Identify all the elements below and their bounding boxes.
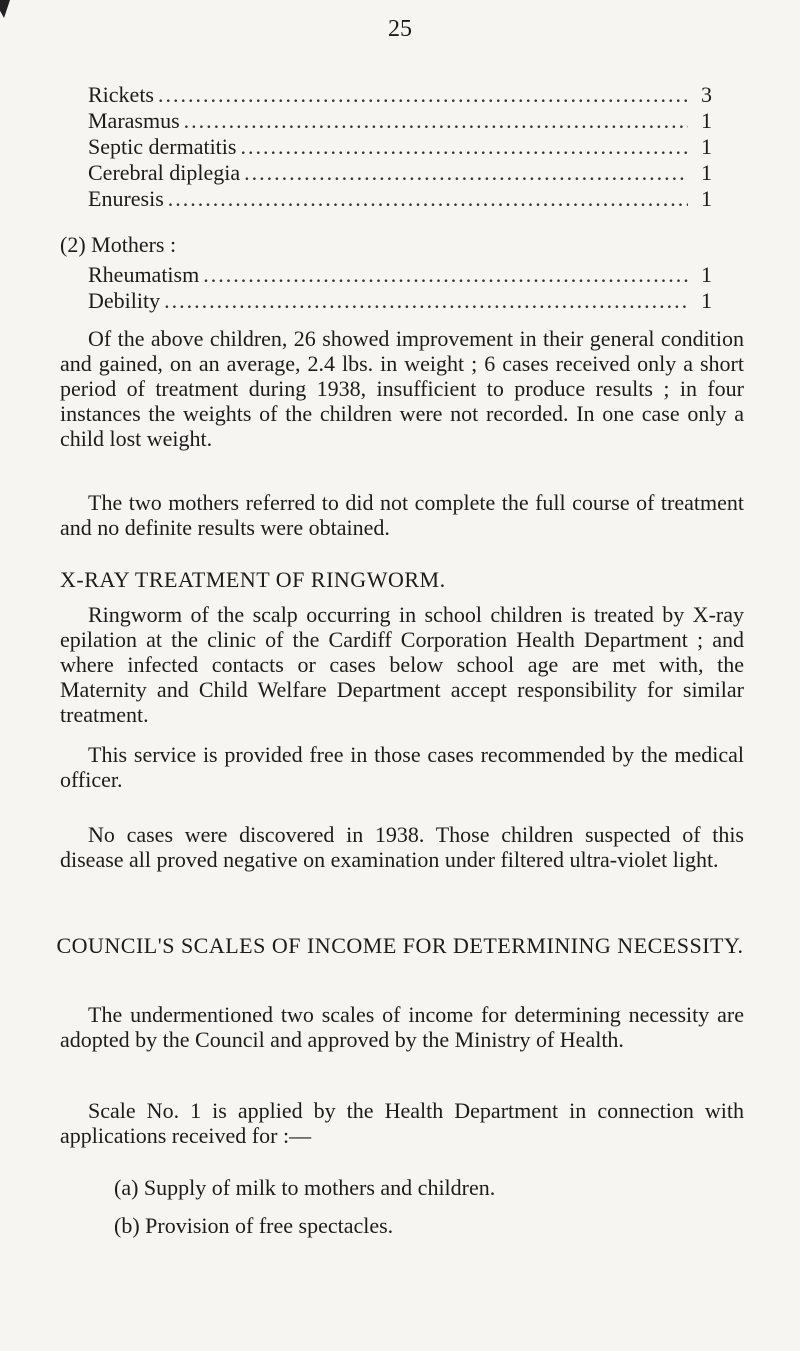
list-item: Rickets ..... 3 xyxy=(88,82,712,108)
paragraph-scales: The undermentioned two scales of income for determining necessity are adopted by the Council and approved by the Ministry of Health. xyxy=(60,1002,744,1052)
paragraph-ringworm: Ringworm of the scalp occurring in school children is treated by X-ray epilation at the clinic of the Cardiff Corporation Health Department ; and where infected contacts or cases below school age are met with, the Maternity and Child Welfare Department accept responsibility for similar treatment. xyxy=(60,602,744,727)
mothers-heading: (2) Mothers : xyxy=(60,232,177,257)
page-number: 25 xyxy=(388,16,412,42)
paragraph-mothers-results: The two mothers referred to did not complete the full course of treatment and no definite results were obtained. xyxy=(60,490,744,540)
list-item-milk-supply: (a) Supply of milk to mothers and children. xyxy=(114,1175,496,1200)
list-item: Enuresis ..... 1 xyxy=(88,186,712,212)
mothers-conditions-list xyxy=(88,262,712,314)
paragraph-scale-one: Scale No. 1 is applied by the Health Department in connection with applications received for :— xyxy=(60,1098,744,1148)
list-item: Debility ..... 1 xyxy=(88,288,712,314)
list-item: Marasmus ..... 1 xyxy=(88,108,712,134)
paragraph-free-service: This service is provided free in those cases recommended by the medical officer. xyxy=(60,742,744,792)
paragraph-children-results: Of the above children, 26 showed improvement in their general condition and gained, on an average, 2.4 lbs. in weight ; 6 cases received only a short period of treatment during 1938, insufficient to produce results ; in four instances the weights of the children were not recorded. In one case only a child lost weight. xyxy=(60,326,744,451)
paragraph-no-cases: No cases were discovered in 1938. Those children suspected of this disease all proved negative on examination under filtered ultra-violet light. xyxy=(60,822,744,872)
list-item: Cerebral diplegia ..... 1 xyxy=(88,160,712,186)
list-item: Septic dermatitis ..... 1 xyxy=(88,134,712,160)
children-conditions-list xyxy=(88,82,712,212)
scales-heading: COUNCIL'S SCALES OF INCOME FOR DETERMINING NECESSITY. xyxy=(56,933,744,958)
list-item: Rheumatism ..... 1 xyxy=(88,262,712,288)
list-item-spectacles: (b) Provision of free spectacles. xyxy=(114,1213,394,1238)
xray-heading: X-RAY TREATMENT OF RINGWORM. xyxy=(60,567,446,592)
